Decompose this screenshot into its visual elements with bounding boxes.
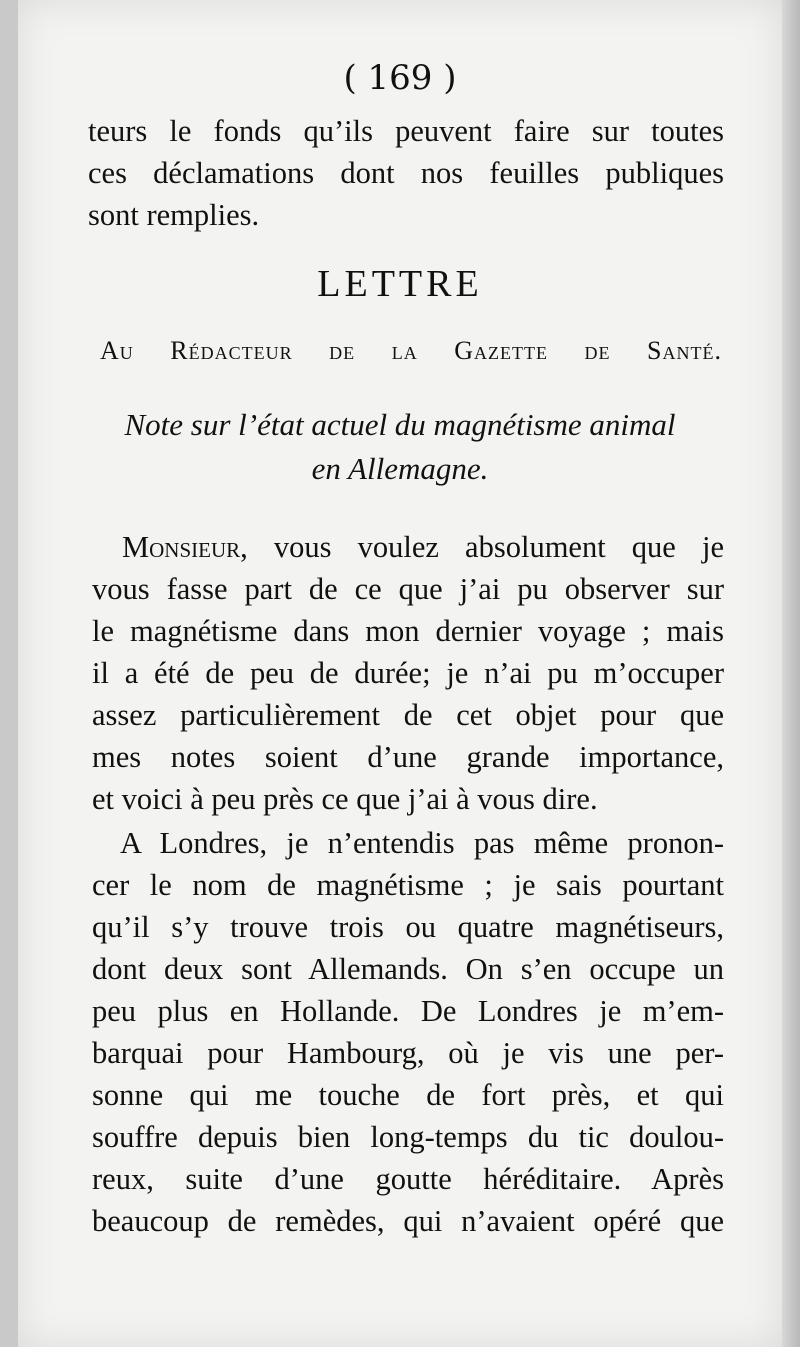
page-edge-shadow — [782, 0, 800, 1347]
text-line: peu plus en Hollande. De Londres je m’em- — [92, 994, 724, 1028]
text-line: il a été de peu de durée; je n’ai pu m’occuper — [92, 656, 724, 690]
salutation: Monsieur — [122, 530, 241, 564]
paragraph-2 — [92, 822, 724, 1242]
note-heading-line2: en Allemagne. — [311, 451, 489, 486]
letter-addressee: Au Rédacteur de la Gazette de Santé. — [100, 336, 722, 365]
text-line: beaucoup de remèdes, qui n’avaient opéré que — [92, 1204, 724, 1238]
text-line: cer le nom de magnétisme ; je sais pourtant — [92, 868, 724, 902]
letter-title: LETTRE — [317, 263, 483, 305]
text-line: sont remplies. — [88, 198, 260, 232]
text-line-rest: , vous voulez absolument que je — [240, 530, 724, 564]
text-line: assez particulièrement de cet objet pour que — [92, 698, 724, 732]
text-line: dont deux sont Allemands. On s’en occupe un — [92, 952, 724, 986]
page-number: ( 169 ) — [343, 58, 457, 98]
text-line: reux, suite d’une goutte héréditaire. Après — [92, 1162, 724, 1196]
text-line: mes notes soient d’une grande importance, — [92, 740, 724, 774]
text-line: souffre depuis bien long-temps du tic doulou- — [92, 1120, 724, 1154]
intro-paragraph — [88, 110, 724, 236]
text-line: vous fasse part de ce que j’ai pu observer sur — [92, 572, 724, 606]
text-line: sonne qui me touche de fort près, et qui — [92, 1078, 724, 1112]
text-line: barquai pour Hambourg, où je vis une per- — [92, 1036, 724, 1070]
text-line: A Londres, je n’entendis pas même pronon- — [120, 826, 724, 860]
text-line — [92, 526, 724, 568]
text-line: teurs le fonds qu’ils peuvent faire sur toutes — [88, 114, 724, 148]
paragraph-1 — [92, 526, 724, 820]
text-line: ces déclamations dont nos feuilles publiques — [88, 156, 724, 190]
text-line: et voici à peu près ce que j’ai à vous dire. — [92, 782, 598, 816]
text-line: qu’il s’y trouve trois ou quatre magnétiseurs, — [92, 910, 724, 944]
text-line: le magnétisme dans mon dernier voyage ; mais — [92, 614, 724, 648]
note-heading-line1: Note sur l’état actuel du magnétisme animal — [124, 407, 676, 442]
